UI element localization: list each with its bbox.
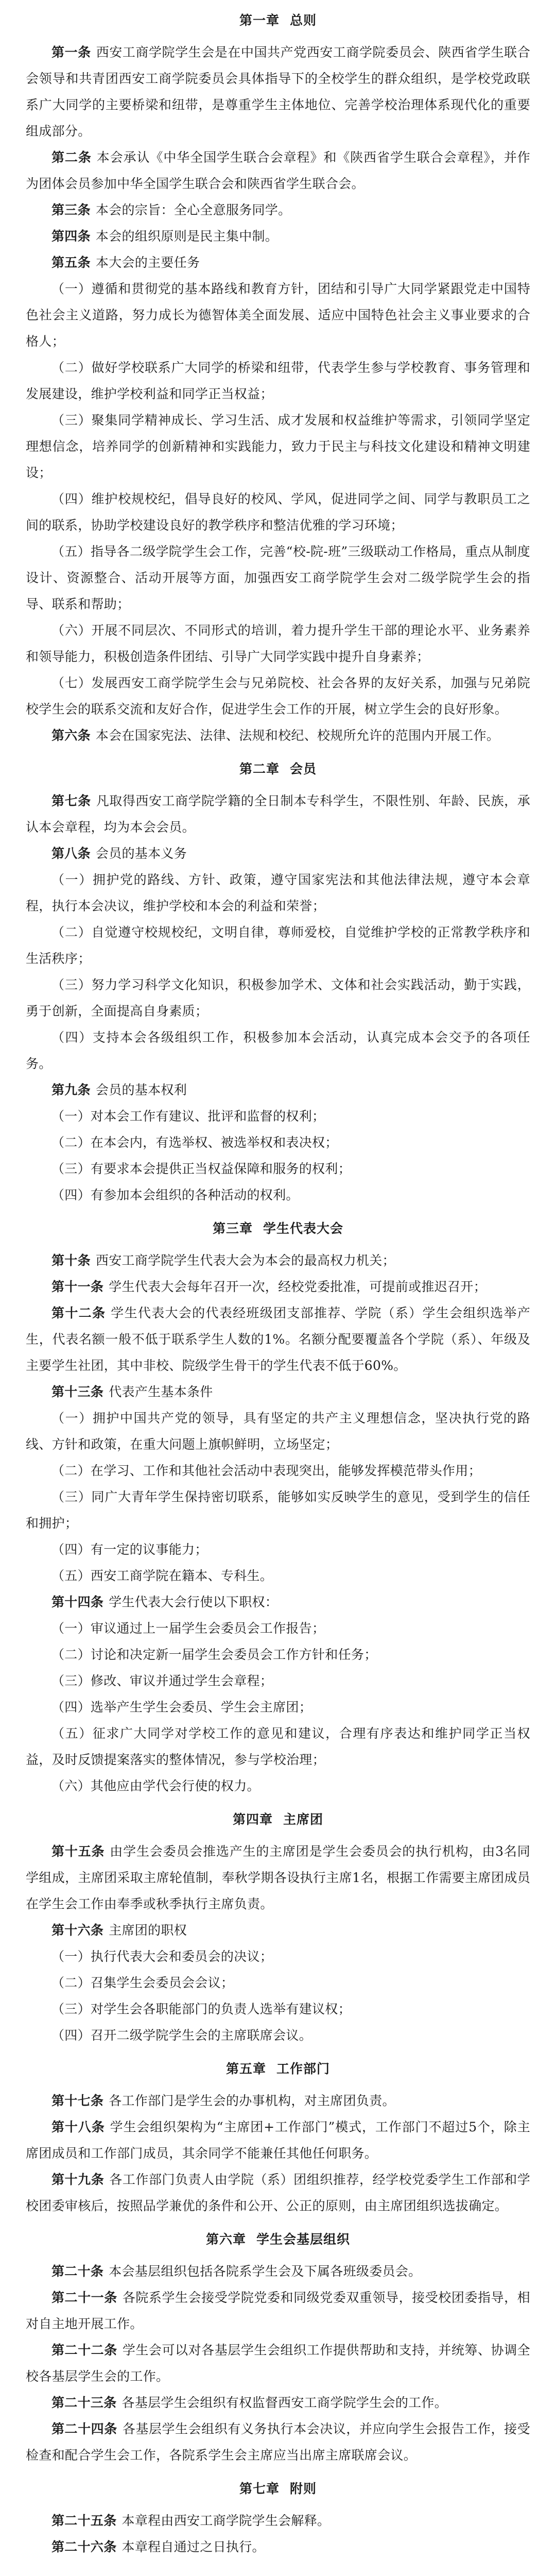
list-item: （一）拥护中国共产党的领导，具有坚定的共产主义理想信念，坚决执行党的路线、方针和政策，在重大问题上旗帜鲜明，立场坚定；	[26, 1411, 530, 1452]
chapter-heading: 第一章 总则	[239, 13, 317, 28]
chapter-heading: 第二章 会员	[239, 761, 317, 776]
article: 第十四条 学生代表大会行使以下职权：	[51, 1595, 279, 1609]
article: 第十七条 各工作部门是学生会的办事机构，对主席团负责。	[51, 2093, 395, 2108]
article: 第二十一条 各院系学生会接受学院党委和同级党委双重领导，接受校团委指导，相对自主地开展工作。	[26, 2290, 530, 2331]
article: 第一条 西安工商学院学生会是在中国共产党西安工商学院委员会、陕西省学生联合会领导和共青团西安工商学院委员会具体指导下的全校学生的群众组织，是学校党政联系广大同学的主要桥梁和纽带，是尊重学生主体地位、完善学校治理体系现代化的重要组成部分。	[26, 45, 531, 139]
article: 第二十三条 各基层学生会组织有权监督西安工商学院学生会的工作。	[51, 2395, 448, 2410]
article: 第八条 会员的基本义务	[51, 846, 187, 861]
list-item: （二）在本会内，有选举权、被选举权和表决权；	[51, 1135, 338, 1150]
list-item: （三）努力学习科学文化知识，积极参加学术、文体和社会实践活动，勤于实践，勇于创新，全面提高自身素质；	[26, 977, 530, 1019]
chapter-heading: 第六章 学生会基层组织	[205, 2232, 351, 2247]
list-item: （四）支持本会各级组织工作，积极参加本会活动，认真完成本会交予的各项任务。	[26, 1030, 530, 1071]
list-item: （四）选举产生学生会委员、学生会主席团；	[51, 1700, 312, 1715]
list-item: （一）拥护党的路线、方针、政策，遵守国家宪法和其他法律法规，遵守本会章程，执行本会决议，维护学校和本会的利益和荣誉；	[26, 872, 530, 913]
article: 第七条 凡取得西安工商学院学籍的全日制本专科学生，不限性别、年龄、民族，承认本会章程，均为本会会员。	[26, 793, 531, 835]
article: 第二十条 本会基层组织包括各院系学生会及下属各班级委员会。	[51, 2264, 422, 2279]
article: 第六条 本会在国家宪法、法律、法规和校纪、校规所允许的范围内开展工作。	[51, 728, 500, 743]
list-item: （三）有要求本会提供正当权益保障和服务的权利；	[51, 1161, 351, 1176]
list-item: （一）遵循和贯彻党的基本路线和教育方针，团结和引导广大同学紧跟党走中国特色社会主义道路，努力成长为德智体美全面发展、适应中国特色社会主义事业要求的合格人；	[26, 281, 530, 349]
list-item: （五）西安工商学院在籍本、专科生。	[51, 1568, 273, 1583]
chapter-heading: 第四章 主席团	[232, 1812, 324, 1827]
list-item: （四）有一定的议事能力；	[51, 1542, 208, 1557]
article: 第二十四条 各基层学生会组织有义务执行本会决议，并应向学生会报告工作，接受检查和配合学生会工作，各院系学生会主席应当出席主席联席会议。	[26, 2421, 530, 2463]
list-item: （二）讨论和决定新一届学生会委员会工作方针和任务；	[51, 1647, 377, 1662]
list-item: （二）在学习、工作和其他社会活动中表现突出，能够发挥模范带头作用；	[51, 1463, 481, 1478]
list-item: （二）召集学生会委员会会议；	[51, 1975, 234, 1990]
list-item: （三）同广大青年学生保持密切联系，能够如实反映学生的意见，受到学生的信任和拥护；	[26, 1489, 530, 1531]
article: 第十六条 主席团的职权	[51, 1923, 187, 1938]
chapter-heading: 第七章 附则	[239, 2481, 317, 2496]
article: 第二十五条 本章程由西安工商学院学生会解释。	[51, 2513, 331, 2528]
list-item: （一）审议通过上一届学生会委员会工作报告；	[51, 1621, 325, 1636]
chapter-heading: 第五章 工作部门	[225, 2061, 331, 2076]
list-item: （四）维护校规校纪，倡导良好的校风、学风，促进同学之间、同学与教职员工之间的联系，协助学校建设良好的教学秩序和整洁优雅的学习环境；	[26, 492, 530, 533]
article: 第九条 会员的基本权利	[51, 1082, 187, 1097]
list-item: （三）聚集同学精神成长、学习生活、成才发展和权益维护等需求，引领同学坚定理想信念，培养同学的创新精神和实践能力，致力于民主与科技文化建设和精神文明建设；	[26, 413, 530, 480]
list-item: （二）自觉遵守校规校纪，文明自律，尊师爱校，自觉维护学校的正常教学秩序和生活秩序；	[26, 925, 530, 966]
article: 第十三条 代表产生基本条件	[51, 1384, 213, 1399]
article: 第十一条 学生代表大会每年召开一次，经校党委批准，可提前或推迟召开；	[51, 1279, 486, 1294]
list-item: （三）对学生会各职能部门的负责人选举有建议权；	[51, 2002, 351, 2016]
article: 第二十二条 学生会可以对各基层学生会组织工作提供帮助和支持，并统筹、协调全校各基层学生会的工作。	[26, 2343, 530, 2384]
list-item: （一）对本会工作有建议、批评和监督的权利；	[51, 1109, 325, 1124]
list-item: （二）做好学校联系广大同学的桥梁和纽带，代表学生参与学校教育、事务管理和发展建设，维护学校利益和同学正当权益；	[26, 360, 530, 401]
article: 第十五条 由学生会委员会推选产生的主席团是学生会委员会的执行机构，由3名同学组成，主席团采取主席轮值制，奉秋学期各设执行主席1名，根据工作需要主席团成员在学生会工作由奉季或秋季执行主席负责。	[26, 1844, 530, 1911]
article: 第二十六条 本章程自通过之日执行。	[51, 2539, 265, 2554]
article: 第十九条 各工作部门负责人由学院（系）团组织推荐，经学校党委学生工作部和学校团委审核后，按照品学兼优的条件和公开、公正的原则，由主席团组织选拔确定。	[26, 2172, 531, 2213]
list-item: （三）修改、审议并通过学生会章程；	[51, 1673, 273, 1688]
list-item: （七）发展西安工商学院学生会与兄弟院校、社会各界的友好关系，加强与兄弟院校学生会的联系交流和友好合作，促进学生会工作的开展，树立学生会的良好形象。	[26, 675, 530, 717]
list-item: （五）征求广大同学对学校工作的意见和建议，合理有序表达和维护同学正当权益，及时反馈提案落实的整体情况，参与学校治理；	[26, 1726, 530, 1767]
list-item: （六）其他应由学代会行使的权力。	[51, 1778, 260, 1793]
article: 第二条 本会承认《中华全国学生联合会章程》和《陕西省学生联合会章程》，并作为团体会员参加中华全国学生联合会和陕西省学生联合会。	[26, 150, 530, 191]
article: 第十条 西安工商学院学生代表大会为本会的最高权力机关；	[51, 1253, 395, 1268]
article: 第四条 本会的组织原则是民主集中制。	[51, 229, 279, 244]
list-item: （四）有参加本会组织的各种活动的权利。	[51, 1188, 299, 1202]
list-item: （五）指导各二级学院学生会工作，完善“校-院-班”三级联动工作格局，重点从制度设计、资源整合、活动开展等方面，加强西安工商学院学生会对二级学院学生会的指导、联系和帮助；	[26, 544, 530, 612]
chapter-heading: 第三章 学生代表大会	[212, 1221, 344, 1236]
list-item: （一）执行代表大会和委员会的决议；	[51, 1949, 273, 1964]
article: 第五条 本大会的主要任务	[51, 255, 200, 270]
article: 第十二条 学生代表大会的代表经班级团支部推荐、学院（系）学生会组织选举产生，代表名额一般不低于联系学生人数的1%。名额分配要覆盖各个学院（系）、年级及主要学生社团，其中非校、院级学生骨干的学生代表不低于60%。	[26, 1306, 530, 1373]
list-item: （四）召开二级学院学生会的主席联席会议。	[51, 2028, 312, 2043]
list-item: （六）开展不同层次、不同形式的培训，着力提升学生干部的理论水平、业务素养和领导能力，积极创造条件团结、引导广大同学实践中提升自身素养；	[26, 623, 530, 664]
article: 第三条 本会的宗旨：全心全意服务同学。	[51, 202, 291, 217]
article: 第十八条 学生会组织架构为“主席团+工作部门”模式，工作部门不超过5个，除主席团成员和工作部门成员，其余同学不能兼任其他任何职务。	[26, 2120, 530, 2161]
